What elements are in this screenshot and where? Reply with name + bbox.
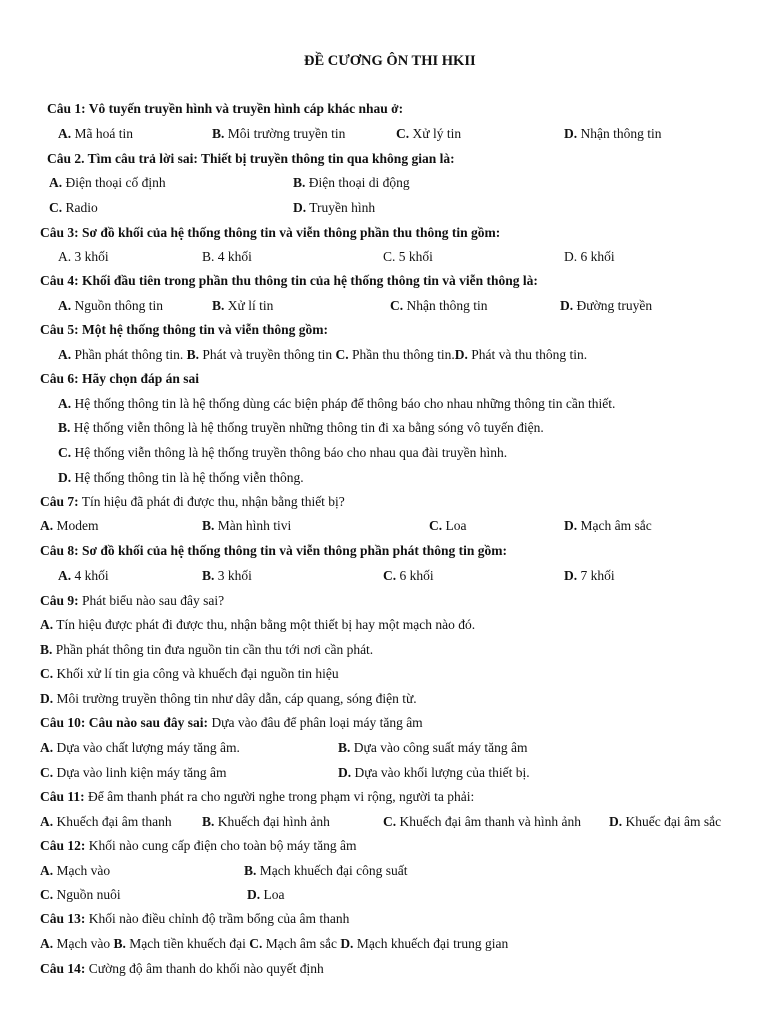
question-label: Câu 4: [40,273,79,288]
q8-option-c: C. 6 khối [383,568,434,583]
q4-option-b: B. Xử lí tin [212,298,274,313]
q10-option-d: D. Dựa vào khối lượng của thiết bị. [338,765,530,780]
q6-option-b: B. Hệ thống viễn thông là hệ thống truyền những thông tin đi xa bằng sóng vô tuyến điện. [58,420,544,435]
q8-option-d: D. 7 khối [564,568,615,583]
question-text: Dựa vào đâu để phân loại máy tăng âm [211,715,423,730]
question-11 [40,789,474,805]
question-4 [40,273,538,289]
question-2 [47,151,455,167]
q8-option-a: A. 4 khối [58,568,109,583]
question-3 [40,225,500,241]
q9-option-c: C. Khối xử lí tin gia công và khuếch đại nguồn tin hiệu [40,666,339,681]
question-1 [47,101,403,117]
q2-option-c: C. Radio [49,200,98,215]
q2-option-b: B. Điện thoại di động [293,175,410,190]
q7-option-a: A. Modem [40,518,99,533]
question-5 [40,322,328,338]
page-title: ĐỀ CƯƠNG ÔN THI HKII [304,53,476,69]
q12-option-c: C. Nguồn nuôi [40,887,121,902]
question-text: Tìm câu trả lời sai: Thiết bị truyền thông tin qua không gian là: [87,151,455,166]
q1-option-b: B. Môi trường truyền tin [212,126,346,141]
q3-option-c: C. 5 khối [383,249,433,264]
question-label: Câu 5: [40,322,79,337]
q6-option-d: D. Hệ thống thông tin là hệ thống viễn thông. [58,470,304,485]
question-text: Để âm thanh phát ra cho người nghe trong phạm vi rộng, người ta phải: [88,789,475,804]
q12-option-b: B. Mạch khuếch đại công suất [244,863,408,878]
question-text: Một hệ thống thông tin và viễn thông gồm: [82,322,329,337]
question-label: Câu 7: [40,494,79,509]
question-9 [40,593,224,609]
question-text: Khối nào cung cấp điện cho toàn bộ máy tăng âm [88,838,357,853]
question-12 [40,838,356,854]
q9-option-d: D. Môi trường truyền thông tin như dây dẫn, cáp quang, sóng điện từ. [40,691,417,706]
question-14 [40,961,324,977]
q7-option-d: D. Mạch âm sắc [564,518,652,533]
q6-option-c: C. Hệ thống viễn thông là hệ thống truyền thông báo cho nhau qua đài truyền hình. [58,445,508,460]
q5-option-d: D. Phát và thu thông tin. [454,347,588,362]
q13-option-b: B. Mạch tiền khuếch đại [113,936,246,951]
question-label: Câu 1: [47,101,86,116]
question-text: Khối đầu tiên trong phần thu thông tin của hệ thống thông tin và viễn thông là: [82,273,538,288]
question-label: Câu 12: [40,838,86,853]
q1-option-a: A. Mã hoá tin [58,126,133,141]
q5-option-c: C. Phần thu thông tin. [335,347,455,362]
question-text: Phát biểu nào sau đây sai? [82,593,225,608]
question-text: Sơ đồ khối của hệ thống thông tin và viễn thông phần thu thông tin gồm: [82,225,501,240]
question-8 [40,543,507,559]
q10-option-b: B. Dựa vào công suất máy tăng âm [338,740,528,755]
question-10 [40,715,423,731]
q7-option-c: C. Loa [429,518,467,533]
question-label: Câu 2. [47,151,85,166]
q10-option-c: C. Dựa vào linh kiện máy tăng âm [40,765,227,780]
q4-option-d: D. Đường truyền [560,298,653,313]
question-label: Câu 13: [40,911,86,926]
q5-option-a: A. Phần phát thông tin. [58,347,184,362]
question-text: Hãy chọn đáp án sai [82,371,200,386]
q13-option-a: A. Mạch vào [40,936,111,951]
q13-option-c: C. Mạch âm sắc [249,936,337,951]
q12-option-d: D. Loa [247,887,285,902]
q9-option-a: A. Tín hiệu được phát đi được thu, nhận bằng một thiết bị hay một mạch nào đó. [40,617,476,632]
q3-option-d: D. 6 khối [564,249,615,264]
q7-option-b: B. Màn hình tivi [202,518,292,533]
q4-option-a: A. Nguồn thông tin [58,298,164,313]
q11-option-d: D. Khuếc đại âm sắc [609,814,722,829]
question-13 [40,911,349,927]
q6-option-a: A. Hệ thống thông tin là hệ thống dùng các biện pháp để thông báo cho nhau những thông tin cần thiết. [58,396,616,411]
q9-option-b: B. Phần phát thông tin đưa nguồn tin cần thu tới nơi cần phát. [40,642,374,657]
question-text: Sơ đồ khối của hệ thống thông tin và viễn thông phần phát thông tin gồm: [82,543,507,558]
question-6 [40,371,199,387]
q8-option-b: B. 3 khối [202,568,252,583]
q5-options [58,347,587,363]
q1-option-c: C. Xử lý tin [396,126,462,141]
question-label: Câu 11: [40,789,85,804]
q5-option-b: B. Phát và truyền thông tin [186,347,333,362]
question-text: Cường độ âm thanh do khối nào quyết định [88,961,324,976]
question-bold-text: Câu nào sau đây sai: [88,715,209,730]
q2-option-a: A. Điện thoại cố định [49,175,166,190]
q13-option-d: D. Mạch khuếch đại trung gian [340,936,509,951]
question-label: Câu 9: [40,593,79,608]
question-label: Câu 14: [40,961,86,976]
question-7 [40,494,345,510]
q10-option-a: A. Dựa vào chất lượng máy tăng âm. [40,740,240,755]
question-text: Khối nào điều chỉnh độ trầm bổng của âm thanh [88,911,350,926]
q4-option-c: C. Nhận thông tin [390,298,488,313]
q13-options [40,936,508,952]
q3-option-a: A. 3 khối [58,249,109,264]
question-label: Câu 3: [40,225,79,240]
q2-option-d: D. Truyền hình [293,200,376,215]
question-label: Câu 8: [40,543,79,558]
question-label: Câu 6: [40,371,79,386]
question-text: Vô tuyến truyền hình và truyền hình cáp khác nhau ở: [88,101,404,116]
q1-option-d: D. Nhận thông tin [564,126,662,141]
q11-option-b: B. Khuếch đại hình ảnh [202,814,330,829]
question-label: Câu 10: [40,715,86,730]
q11-option-c: C. Khuếch đại âm thanh và hình ảnh [383,814,581,829]
q3-option-b: B. 4 khối [202,249,252,264]
q11-option-a: A. Khuếch đại âm thanh [40,814,172,829]
question-text: Tín hiệu đã phát đi được thu, nhận bằng thiết bị? [81,494,345,509]
q12-option-a: A. Mạch vào [40,863,111,878]
